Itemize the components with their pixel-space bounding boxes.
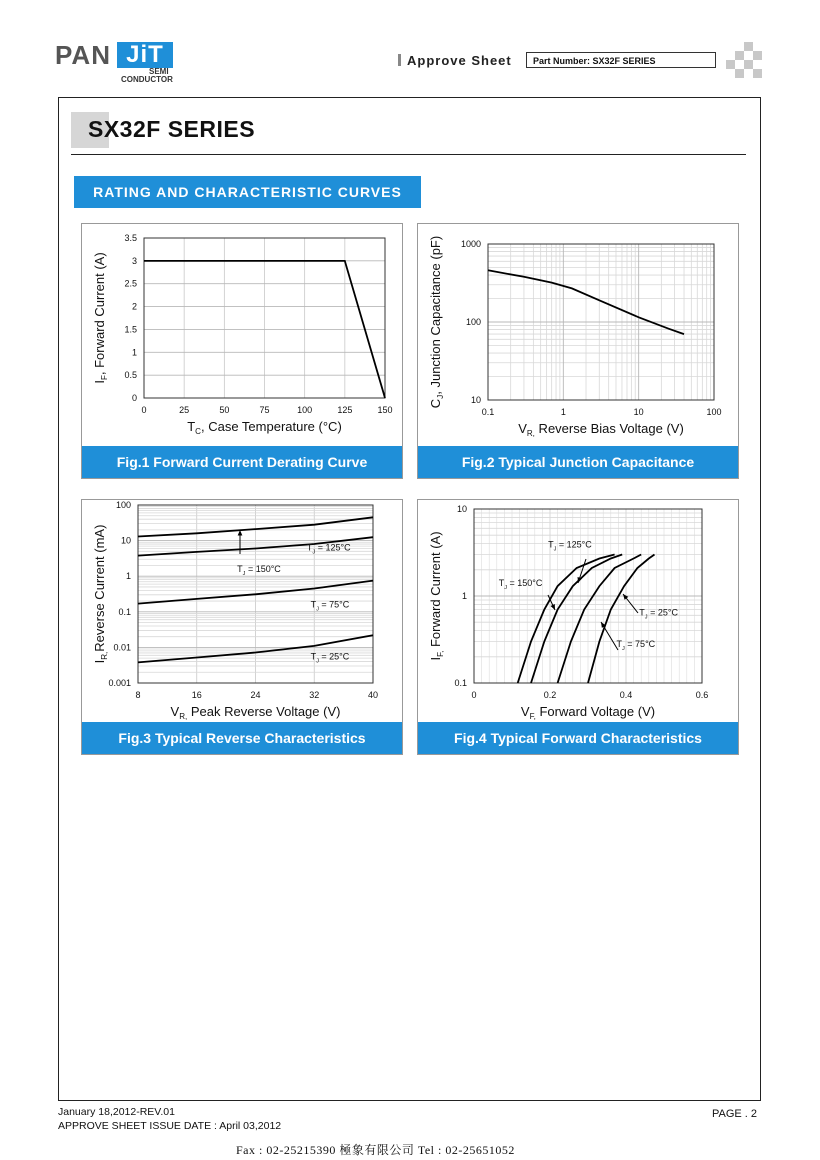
approve-sheet-label	[398, 53, 512, 68]
caption-fig4: Fig.4 Typical Forward Characteristics	[418, 722, 738, 754]
y-tick-label: 1	[125, 571, 131, 582]
x-tick-label: 50	[219, 405, 230, 415]
x-tick-label: 0	[141, 405, 147, 415]
y-tick-label: 10	[470, 395, 481, 405]
x-tick-label: 40	[367, 690, 379, 700]
chart-fig3	[82, 500, 402, 722]
caption-fig1: Fig.1 Forward Current Derating Curve	[82, 446, 402, 478]
section-label: RATING AND CHARACTERISTIC CURVES	[74, 176, 421, 208]
issue-date-text: APPROVE SHEET ISSUE DATE : April 03,2012	[58, 1120, 282, 1132]
y-tick-label: 10	[456, 504, 467, 514]
chart-panel-fig4	[417, 499, 739, 755]
company-logo	[55, 40, 185, 90]
caption-fig2: Fig.2 Typical Junction Capacitance	[418, 446, 738, 478]
series-line-1	[531, 555, 622, 684]
page-number: PAGE . 2	[712, 1108, 758, 1120]
title-divider	[71, 154, 746, 155]
x-tick-label: 8	[135, 690, 141, 700]
annotation-label-1: $T_J = 125^\circ C$	[306, 542, 351, 556]
logo-conductor: CONDUCTOR	[121, 75, 173, 84]
annotation-label-1: $T_J = 150^\circ C$	[498, 578, 543, 592]
logo-semi: SEMI	[149, 67, 169, 76]
x-tick-label: 0.4	[619, 690, 633, 700]
y-tick-label: 0.5	[124, 370, 137, 381]
x-axis-title: $V_{F,}$ Forward Voltage (V)	[520, 704, 656, 721]
y-tick-label: 1.5	[124, 324, 137, 335]
y-axis-title: $C_J$, Junction Capacitance (pF)	[428, 235, 445, 409]
y-tick-label: 3	[131, 255, 137, 266]
annotation-label-0: $T_J = 125^\circ C$	[548, 539, 592, 553]
x-tick-label: 100	[297, 405, 313, 415]
checker-decoration	[726, 42, 762, 78]
x-tick-label: 125	[337, 405, 353, 415]
y-axis-title: $I_F$, Forward Current (A)	[92, 252, 109, 384]
x-axis-title: $T_C$, Case Temperature (°C)	[187, 419, 342, 436]
x-tick-label: 10	[633, 407, 644, 417]
y-tick-label: 0	[131, 393, 137, 403]
page-title: SX32F SERIES	[88, 116, 256, 142]
x-tick-label: 75	[259, 405, 270, 415]
x-tick-label: 150	[377, 405, 393, 415]
chart-panel-fig3	[81, 499, 403, 755]
y-tick-label: 0.1	[118, 606, 131, 617]
y-tick-label: 0.001	[108, 678, 131, 688]
y-axis-title: $I_{R,}Reverse$ Current (mA)	[92, 524, 109, 664]
x-tick-label: 0.1	[481, 407, 495, 417]
x-tick-label: 0.2	[543, 690, 557, 700]
y-tick-label: 100	[115, 500, 131, 510]
x-tick-label: 0.6	[695, 690, 709, 700]
annotation-label-3: $T_J = 75^\circ C$	[616, 638, 656, 652]
contact-line: Fax : 02-25215390 極象有限公司 Tel : 02-25651052	[236, 1143, 515, 1157]
x-tick-label: 16	[191, 690, 202, 700]
y-tick-label: 1000	[460, 239, 481, 249]
y-tick-label: 100	[465, 317, 481, 327]
bar-marker	[398, 54, 401, 66]
chart-fig4	[418, 500, 738, 722]
series-line-0	[518, 555, 615, 684]
chart-panel-fig1	[81, 223, 403, 479]
y-tick-label: 0.01	[113, 642, 131, 653]
y-tick-label: 2	[131, 301, 137, 312]
approve-text: Approve Sheet	[407, 53, 512, 68]
grid-fig1	[144, 238, 385, 398]
annotation-label-2: $T_J = 25^\circ C$	[639, 607, 678, 621]
x-tick-label: 1	[560, 407, 566, 417]
part-number-box: Part Number: SX32F SERIES	[526, 52, 716, 68]
y-tick-label: 2.5	[124, 278, 137, 289]
grid-fig2	[488, 244, 714, 400]
chart-fig1	[82, 224, 402, 446]
y-tick-label: 1	[461, 591, 467, 601]
revision-text: January 18,2012-REV.01	[58, 1106, 175, 1118]
logo-pan: PAN	[55, 40, 111, 70]
annotation-label-2: $T_J = 75^\circ C$	[310, 599, 350, 613]
y-axis-title: $I_{F,}$ Forward Current (A)	[428, 531, 445, 661]
annotation-label-3: $T_J = 25^\circ C$	[310, 651, 350, 665]
y-tick-label: 3.5	[124, 233, 137, 243]
x-axis-title: $V_{R,}$ Reverse Bias Voltage (V)	[518, 421, 684, 438]
caption-fig3: Fig.3 Typical Reverse Characteristics	[82, 722, 402, 754]
logo-jit: JiT	[117, 42, 173, 68]
chart-fig2	[418, 224, 738, 446]
x-axis-title: $V_{R,}$ Peak Reverse Voltage (V)	[170, 704, 341, 721]
x-tick-label: 32	[309, 690, 320, 700]
y-tick-label: 0.1	[454, 678, 467, 688]
y-tick-label: 1	[131, 347, 137, 358]
grid-fig4	[474, 509, 702, 683]
chart-panel-fig2	[417, 223, 739, 479]
annotation-label-0: $T_J = 150^\circ C$	[237, 564, 281, 578]
x-tick-label: 24	[250, 690, 261, 700]
y-tick-label: 10	[120, 535, 131, 546]
x-tick-label: 25	[179, 405, 190, 415]
x-tick-label: 100	[706, 407, 722, 417]
x-tick-label: 0	[471, 690, 477, 700]
